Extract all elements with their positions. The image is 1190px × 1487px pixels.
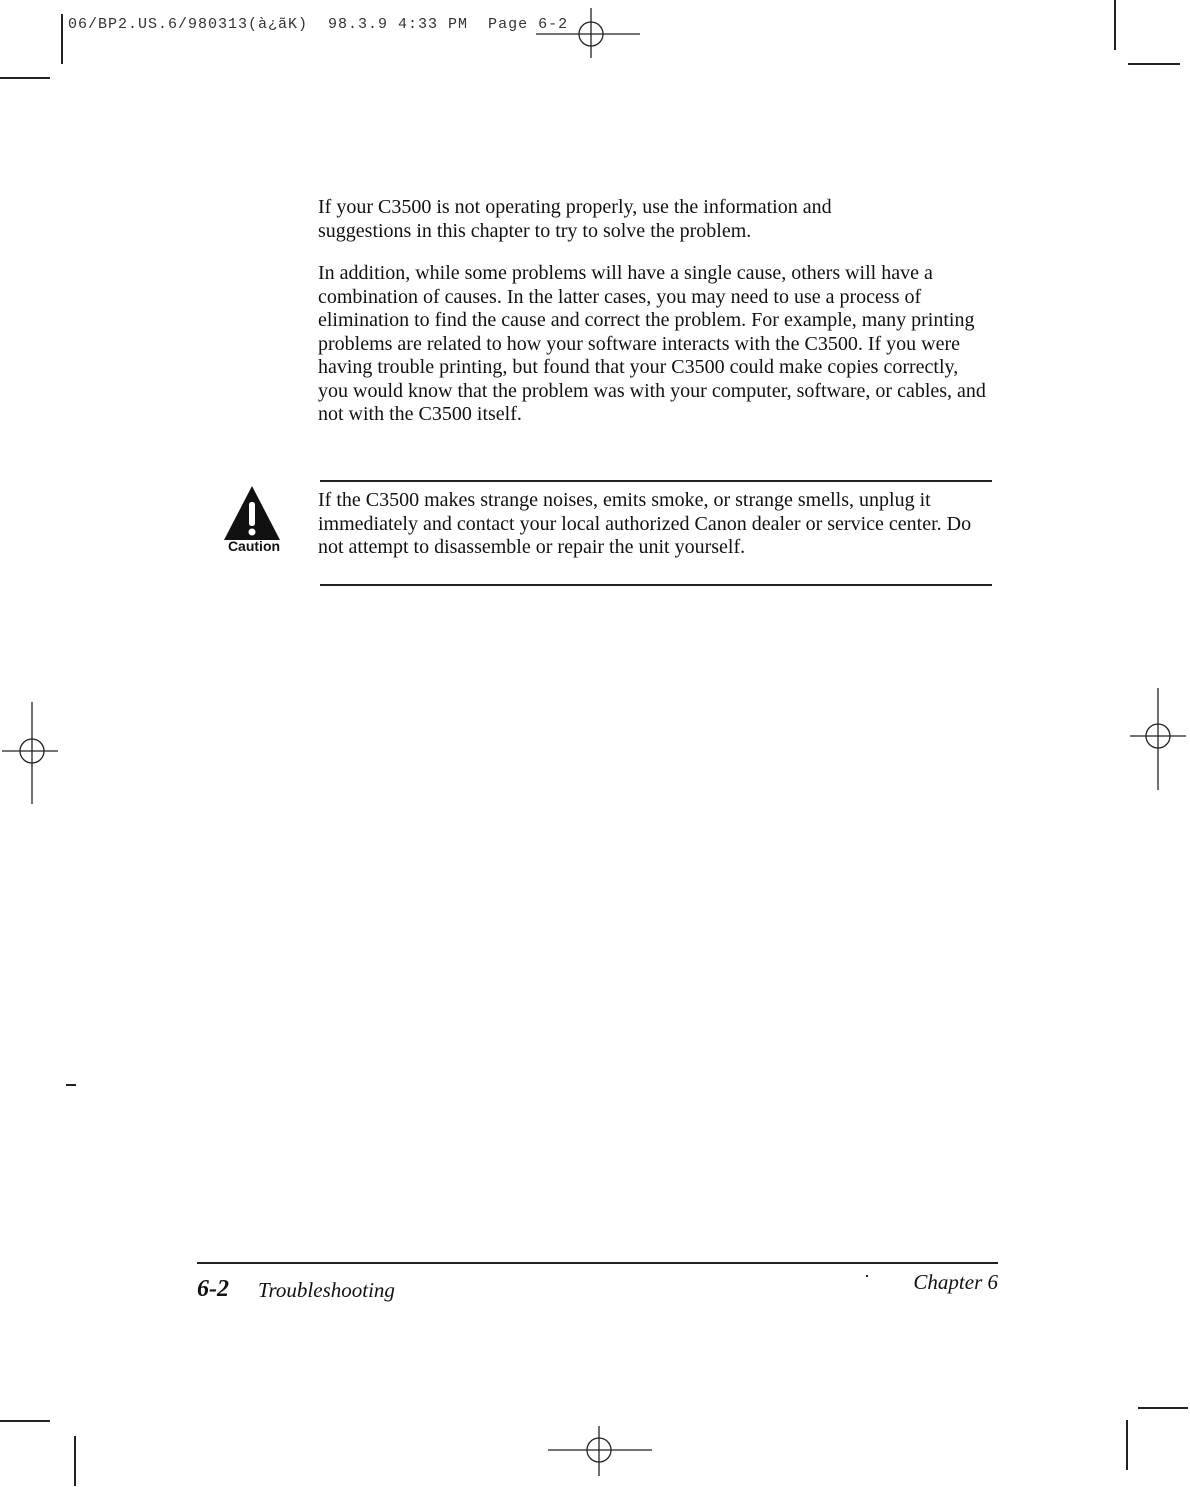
registration-mark-left-icon [2,702,58,804]
footer-section-title: Troubleshooting [258,1278,395,1302]
crop-mark-top-left-horizontal [0,77,50,79]
detail-paragraph: In addition, while some problems will have a single cause, others will have a combination of causes. In the latter cases, you may need to use a process of elimination to find the cause and correct the problem. For example, many printing problems are related to how your software interacts with the C3500. If you were having trouble printing, but found that your C3500 could make copies correctly, you would know that the problem was with your computer, software, or cables, and not with the C3500 itself. [318,262,986,425]
caution-bottom-rule [320,584,992,586]
printer-slug: 06/BP2.US.6/980313(à¿ãK) 98.3.9 4:33 PM Page 6-2 [68,16,569,33]
footer-page-number: 6-2 [197,1276,229,1302]
footer-rule [197,1262,998,1264]
registration-mark-right-icon [1130,688,1186,790]
stray-mark-footer [866,1275,868,1277]
intro-paragraph: If your C3500 is not operating properly, use the information and suggestions in this chapter to try to solve the problem. [318,196,832,242]
footer-chapter-label: Chapter 6 [913,1270,998,1294]
crop-mark-bottom-right-vertical [1126,1420,1128,1470]
caution-text: If the C3500 makes strange noises, emits smoke, or strange smells, unplug it immediately and contact your local authorized Canon dealer or service center. Do not attempt to disassemble or repair the unit yourself. [318,489,972,558]
stray-mark-left [66,1084,76,1086]
crop-mark-bottom-left-horizontal [0,1420,50,1422]
registration-mark-bottom-icon [548,1426,652,1476]
warning-triangle-icon [222,484,282,544]
crop-mark-bottom-right-horizontal [1138,1407,1188,1409]
crop-mark-top-left-vertical [61,14,63,64]
caution-label: Caution [227,538,281,554]
crop-mark-top-right-vertical [1114,0,1116,50]
crop-mark-bottom-left-vertical [74,1436,76,1486]
crop-mark-top-right-horizontal [1128,63,1180,65]
caution-top-rule [320,480,992,482]
